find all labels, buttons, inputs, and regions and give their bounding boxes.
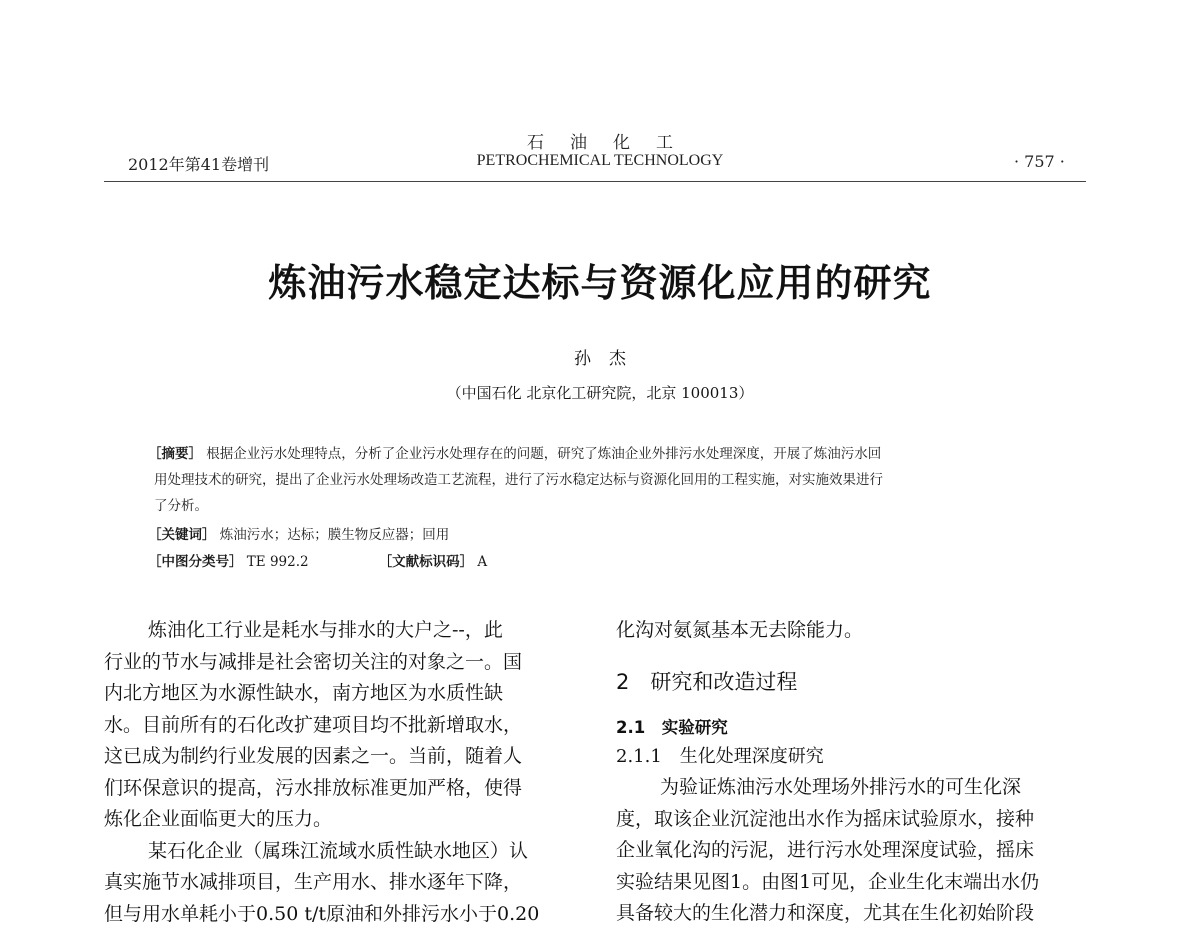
body-line: 实验结果见图1。由图1可见，企业生化末端出水仍 xyxy=(616,870,1040,893)
body-line: 炼油化工行业是耗水与排水的大户之--，此 xyxy=(148,619,503,641)
subsection-heading: 2.1 实验研究 xyxy=(616,718,728,737)
doc-code-value: A xyxy=(477,554,488,570)
body-line: 但与用水单耗小于0.50 t/t原油和外排污水小于0.20 xyxy=(104,902,540,925)
subsubsection-heading: 2.1.1 生化处理深度研究 xyxy=(616,746,824,767)
header-rule xyxy=(104,181,1086,182)
body-left-column xyxy=(104,615,574,930)
abstract-line: 了分析。 xyxy=(154,498,208,514)
journal-name-en: PETROCHEMICAL TECHNOLOGY xyxy=(476,152,724,169)
body-line: 化沟对氨氮基本无去除能力。 xyxy=(616,619,864,641)
keywords xyxy=(148,522,1050,548)
body-line: 这已成为制约行业发展的因素之一。当前，随着人 xyxy=(104,745,523,767)
journal-name-cn: 石油化工 xyxy=(527,133,699,153)
section-heading: 2 研究和改造过程 xyxy=(616,669,798,694)
page-number: · 757 · xyxy=(1014,152,1065,171)
clc-label: ［中图分类号］ xyxy=(148,554,243,570)
body-line: 内北方地区为水源性缺水，南方地区为水质性缺 xyxy=(104,682,504,704)
keywords-text: 炼油污水；达标；膜生物反应器；回用 xyxy=(219,527,450,543)
abstract-label: ［摘要］ xyxy=(148,446,202,462)
body-line: 炼化企业面临更大的压力。 xyxy=(104,808,333,830)
issue-info: 2012年第41卷增刊 xyxy=(128,155,270,174)
body-line: 真实施节水减排项目，生产用水、排水逐年下降， xyxy=(104,871,523,893)
body-line: 具备较大的生化潜力和深度，尤其在生化初始阶段 xyxy=(616,902,1035,924)
body-line: 度，取该企业沉淀池出水作为摇床试验原水，接种 xyxy=(616,807,1035,830)
body-line: 某石化企业（属珠江流域水质性缺水地区）认 xyxy=(148,839,529,862)
body-line: 们环保意识的提高，污水排放标准更加严格，使得 xyxy=(104,776,523,799)
body-line: 企业氧化沟的污泥，进行污水处理深度试验，摇床 xyxy=(616,839,1035,861)
keywords-label: ［关键词］ xyxy=(148,527,216,543)
abstract-line: 用处理技术的研究，提出了企业污水处理场改造工艺流程，进行了污水稳定达标与资源化回用的工程实施，对实施效果进行 xyxy=(154,472,883,488)
doc-code-label: ［文献标识码］ xyxy=(378,554,474,570)
paper-title: 炼油污水稳定达标与资源化应用的研究 xyxy=(268,261,932,305)
body-line: 行业的节水与减排是社会密切关注的对象之一。国 xyxy=(104,650,523,673)
body-right-column xyxy=(616,615,1086,930)
body-line: 水。目前所有的石化改扩建项目均不批新增取水， xyxy=(104,713,523,736)
author-affiliation: （中国石化 北京化工研究院，北京 100013） xyxy=(446,384,754,402)
classification xyxy=(148,549,1050,575)
abstract-line: 根据企业污水处理特点，分析了企业污水处理存在的问题，研究了炼油企业外排污水处理深度，开展了炼油污水回 xyxy=(206,446,882,462)
abstract xyxy=(148,441,1050,519)
body-line: 为验证炼油污水处理场外排污水的可生化深 xyxy=(660,776,1022,798)
clc-value: TE 992.2 xyxy=(246,554,309,570)
author-name: 孙杰 xyxy=(574,349,644,369)
